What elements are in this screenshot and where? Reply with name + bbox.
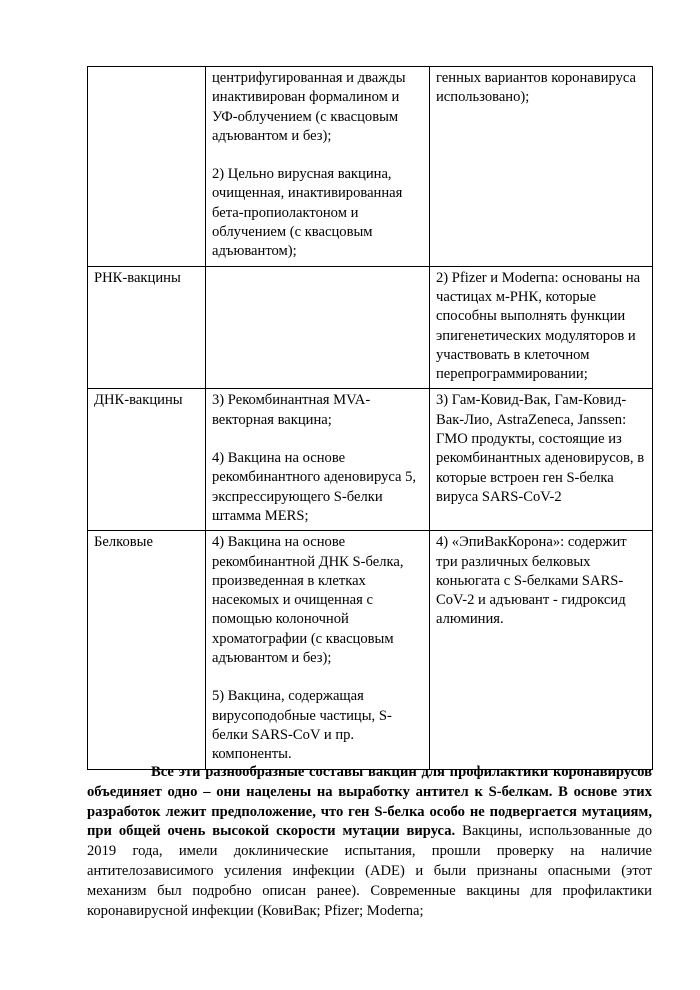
vaccine-table	[87, 66, 653, 770]
table-row	[88, 531, 653, 769]
vaccine-note-cell	[430, 67, 653, 267]
bold-statement: Все эти разнообразные составы вакцин для профилактики коронавирусов объединяет одно – они нацелены на выработку антител к S-белкам. В основе этих разработок лежит предположение, что ген S-белка особо не подвергается мутациям, при общей очень высокой скорости мутации вируса.	[87, 764, 652, 840]
vaccine-note-cell	[430, 531, 653, 769]
cell-paragraph: 2) Pfizer и Moderna: основаны на частицах м-РНК, которые способны выполнять функции эпигенетических модуляторов и участвовать в клеточном перепрограммировании;	[436, 269, 641, 383]
vaccine-type-cell: ДНК-вакцины	[88, 389, 206, 531]
table-row	[88, 67, 653, 267]
body-paragraph	[87, 763, 652, 921]
vaccine-type-cell: Белковые	[88, 531, 206, 769]
cell-paragraph: 4) «ЭпиВакКорона»: содержит три различных белковых коньюгата с S-белками SARS-CoV-2 и адъювант - гидроксид алюминия.	[436, 534, 627, 628]
cell-paragraph: 3) Гам-Ковид-Вак, Гам-Ковид-Вак-Лио, AstraZeneca, Janssen: ГМО продукты, состоящие из рекомбинантных аденовирусов, в которые встроен ген S-белка вируса SARS-CoV-2	[436, 392, 645, 505]
cell-paragraph: 4) Вакцина на основе рекомбинантной ДНК S-белка, произведенная в клетках насекомых и очищенная с помощью колоночной хроматографии (с квасцовым адъювантом и без);	[212, 534, 404, 667]
vaccine-type-cell: РНК-вакцины	[88, 266, 206, 389]
table-row	[88, 266, 653, 389]
cell-paragraph: 4) Вакцина на основе рекомбинантного аденовируса 5, экспрессирующего S-белки штамма MERS;	[212, 450, 417, 524]
vaccine-type-cell	[88, 67, 206, 267]
cell-paragraph: 2) Цельно вирусная вакцина, очищенная, инактивированная бета-пропиолактоном и облучением (с квасцовым адъювантом);	[212, 166, 403, 260]
vaccine-description-cell	[206, 531, 430, 769]
vaccine-description-cell	[206, 389, 430, 531]
cell-paragraph: 5) Вакцина, содержащая вирусоподобные частицы, S-белки SARS-CoV и пр. компоненты.	[212, 688, 392, 763]
vaccine-description-cell	[206, 266, 430, 389]
table-row	[88, 389, 653, 531]
vaccine-description-cell	[206, 67, 430, 267]
vaccine-note-cell	[430, 266, 653, 389]
cell-paragraph: генных вариантов коронавируса использовано);	[436, 70, 636, 106]
vaccine-note-cell	[430, 389, 653, 531]
paragraph-continuation: Вакцины, использованные до 2019 года, имели доклинические испытания, прошли проверку на наличие антителозависимого усиления инфекции (ADE) и были признаны опасными (этот механизм был подробно описан ранее). Современные вакцины для профилактики коронавирусной инфекции (КовиВак; Pfizer; Moderna;	[87, 823, 653, 919]
cell-paragraph: центрифугированная и дважды инактивирован формалином и УФ-облучением (с квасцовым адъювантом и без);	[212, 70, 406, 144]
cell-paragraph: 3) Рекомбинантная MVA-векторная вакцина;	[212, 392, 371, 428]
